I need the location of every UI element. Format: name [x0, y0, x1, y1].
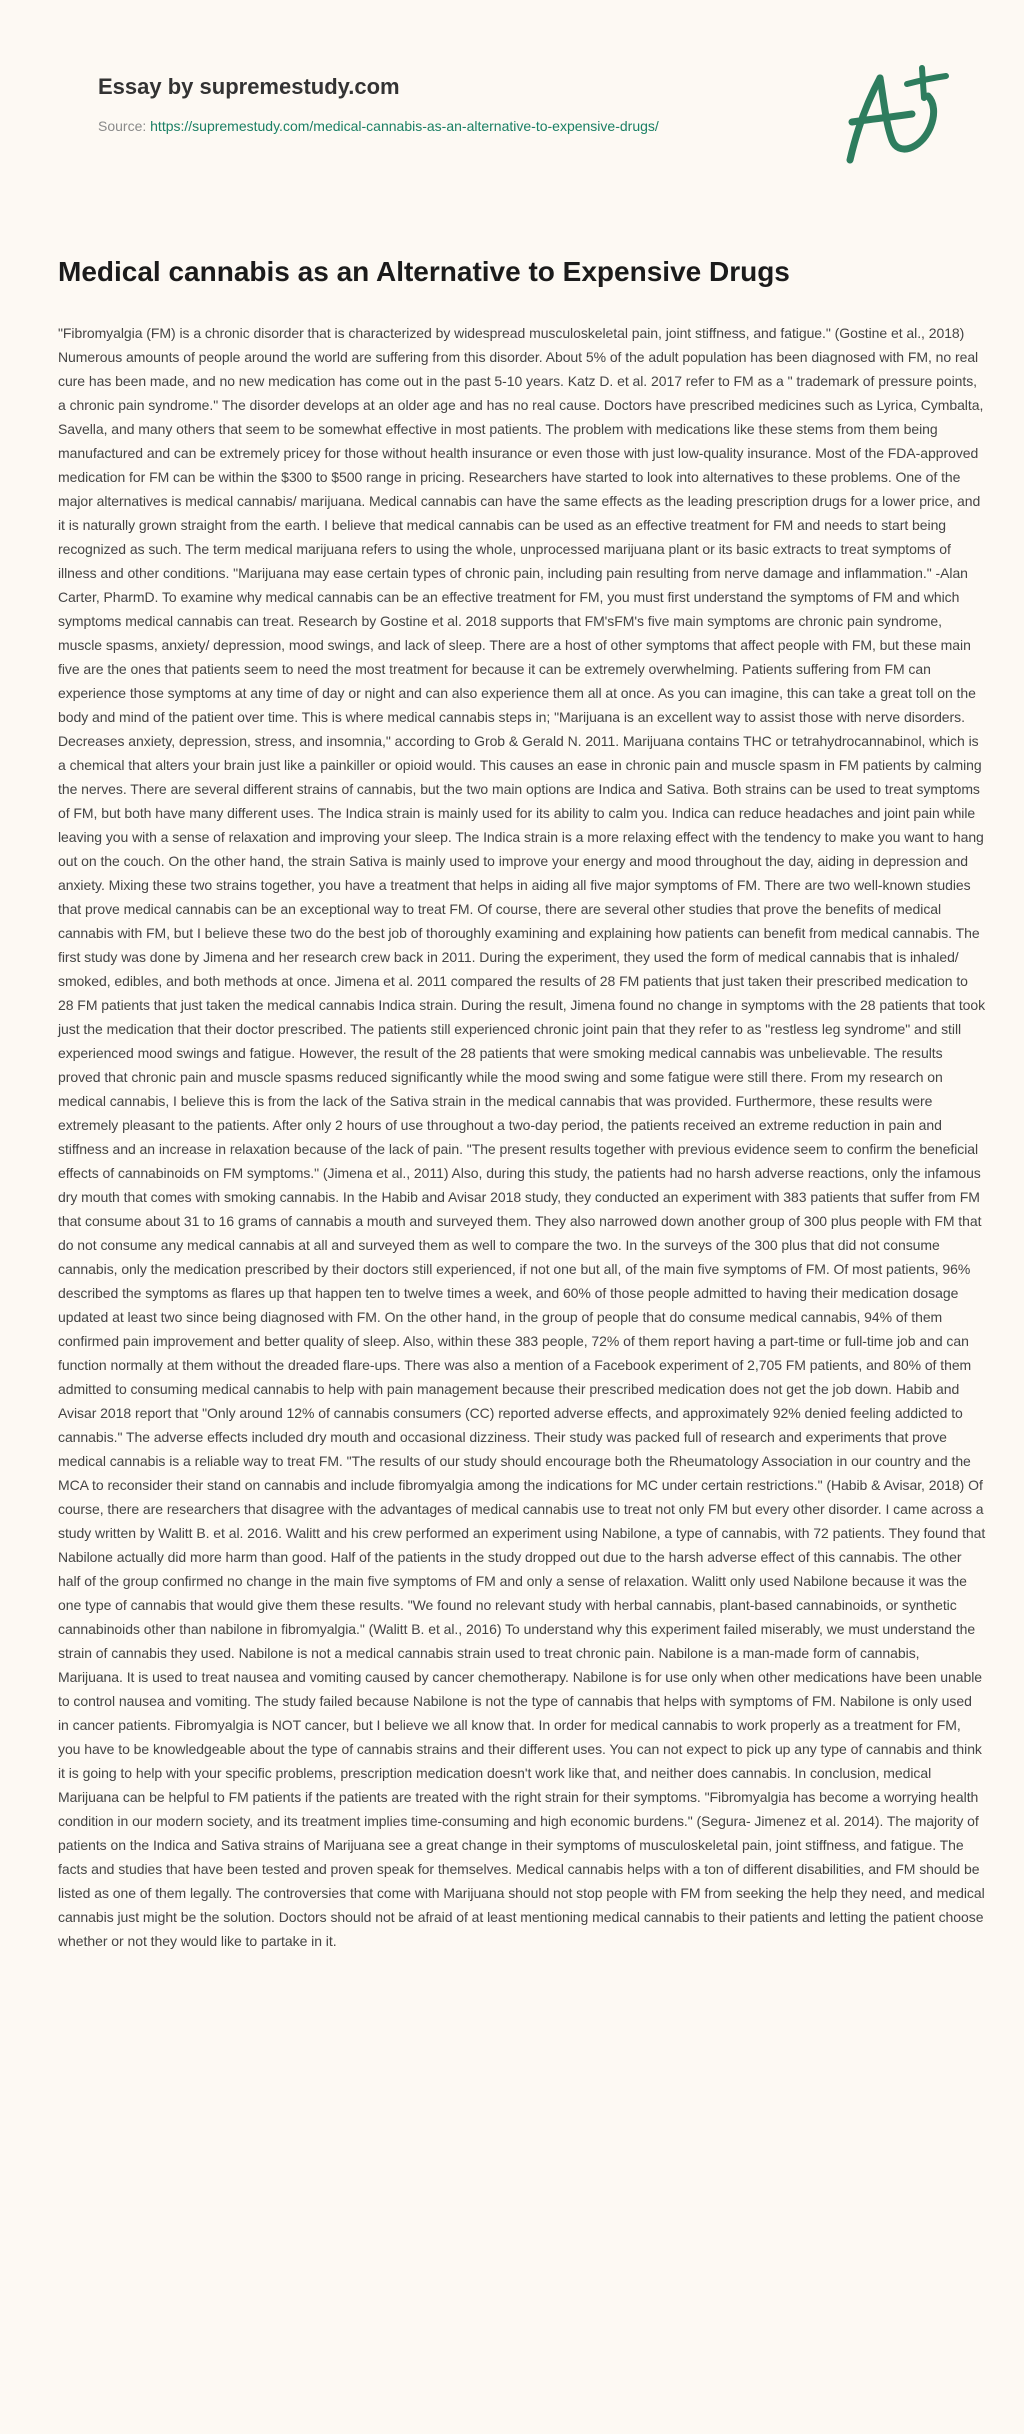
page-header [98, 72, 858, 136]
source-link[interactable]: https://supremestudy.com/medical-cannabis-as-an-alternative-to-expensive-drugs/ [150, 118, 659, 134]
a-plus-grade-icon [822, 62, 952, 174]
article-body [58, 321, 986, 1953]
article [58, 252, 988, 1953]
site-title: Essay by supremestudy.com [98, 74, 400, 99]
article-paragraph: "Fibromyalgia (FM) is a chronic disorder that is characterized by widespread musculoskeletal pain, joint stiffness, and fatigue." (Gostine et al., 2018) Numerous amounts of people around the world are suffering from this disorder. About 5% of the adult population has been diagnosed with FM, no real cure has been made, and no new medication has come out in the past 5-10 years. Katz D. et al. 2017 refer to FM as a " trademark of pressure points, a chronic pain syndrome." The disorder develops at an older age and has no real cause. Doctors have prescribed medicines such as Lyrica, Cymbalta, Savella, and many others that seem to be somewhat effective in most patients. The problem with medications like these stems from them being manufactured and can be extremely pricey for those without health insurance or even those with just low-quality insurance. Most of the FDA-approved medication for FM can be within the $300 to $500 range in pricing. Researchers have started to look into alternatives to these problems. One of the major alternatives is medical cannabis/ marijuana. Medical cannabis can have the same effects as the leading prescription drugs for a lower price, and it is naturally grown straight from the earth. I believe that medical cannabis can be used as an effective treatment for FM and needs to start being recognized as such. The term medical marijuana refers to using the whole, unprocessed marijuana plant or its basic extracts to treat symptoms of illness and other conditions. "Marijuana may ease certain types of chronic pain, including pain resulting from nerve damage and inflammation." -Alan Carter, PharmD. To examine why medical cannabis can be an effective treatment for FM, you must first understand the symptoms of FM and which symptoms medical cannabis can treat. Research by Gostine et al. 2018 supports that FM'sFM's five main symptoms are chronic pain syndrome, muscle spasms, anxiety/ depression, mood swings, and lack of sleep. There are a host of other symptoms that affect people with FM, but these main five are the ones that patients seem to need the most treatment for because it can be extremely overwhelming. Patients suffering from FM can experience those symptoms at any time of day or night and can also experience them all at once. As you can imagine, this can take a great toll on the body and mind of the patient over time. This is where medical cannabis steps in; "Marijuana is an excellent way to assist those with nerve disorders. Decreases anxiety, depression, stress, and insomnia," according to Grob & Gerald N. 2011. Marijuana contains THC or tetrahydrocannabinol, which is a chemical that alters your brain just like a painkiller or opioid would. This causes an ease in chronic pain and muscle spasm in FM patients by calming the nerves. There are several different strains of cannabis, but the two main options are Indica and Sativa. Both strains can be used to treat symptoms of FM, but both have many different uses. The Indica strain is mainly used for its ability to calm you. Indica can reduce headaches and joint pain while leaving you with a sense of relaxation and improving your sleep. The Indica strain is a more relaxing effect with the tendency to make you want to hang out on the couch. On the other hand, the strain Sativa is mainly used to improve your energy and mood throughout the day, aiding in depression and anxiety. Mixing these two strains together, you have a treatment that helps in aiding all five major symptoms of FM. There are two well-known studies that prove medical cannabis can be an exceptional way to treat FM. Of course, there are several other studies that prove the benefits of medical cannabis with FM, but I believe these two do the best job of thoroughly examining and explaining how patients can benefit from medical cannabis. The first study was done by Jimena and her research crew back in 2011. During the experiment, they used the form of medical cannabis that is inhaled/ smoked, edibles, and both methods at once. Jimena et al. 2011 compared the results of 28 FM patients that just taken their prescribed medication to 28 FM patients that just taken the medical cannabis Indica strain. During the result, Jimena found no change in symptoms with the 28 patients that took just the medication that their doctor prescribed. The patients still experienced chronic joint pain that they refer to as "restless leg syndrome" and still experienced mood swings and fatigue. However, the result of the 28 patients that were smoking medical cannabis was unbelievable. The results proved that chronic pain and muscle spasms reduced significantly while the mood swing and some fatigue were still there. From my research on medical cannabis, I believe this is from the lack of the Sativa strain in the medical cannabis that was provided. Furthermore, these results were extremely pleasant to the patients. After only 2 hours of use throughout a two-day period, the patients received an extreme reduction in pain and stiffness and an increase in relaxation because of the lack of pain. "The present results together with previous evidence seem to confirm the beneficial effects of cannabinoids on FM symptoms." (Jimena et al., 2011) Also, during this study, the patients had no harsh adverse reactions, only the infamous dry mouth that comes with smoking cannabis. In the Habib and Avisar 2018 study, they conducted an experiment with 383 patients that suffer from FM that consume about 31 to 16 grams of cannabis a mouth and surveyed them. They also narrowed down another group of 300 plus people with FM that do not consume any medical cannabis at all and surveyed them as well to compare the two. In the surveys of the 300 plus that did not consume cannabis, only the medication prescribed by their doctors still experienced, if not one but all, of the main five symptoms of FM. Of most patients, 96% described the symptoms as flares up that happen ten to twelve times a week, and 60% of those people admitted to having their medication dosage updated at least two since being diagnosed with FM. On the other hand, in the group of people that do consume medical cannabis, 94% of them confirmed pain improvement and better quality of sleep. Also, within these 383 people, 72% of them report having a part-time or full-time job and can function normally at them without the dreaded flare-ups. There was also a mention of a Facebook experiment of 2,705 FM patients, and 80% of them admitted to consuming medical cannabis to help with pain management because their prescribed medication does not get the job down. Habib and Avisar 2018 report that "Only around 12% of cannabis consumers (CC) reported adverse effects, and approximately 92% denied feeling addicted to cannabis." The adverse effects included dry mouth and occasional dizziness. Their study was packed full of research and experiments that prove medical cannabis is a reliable way to treat FM. "The results of our study should encourage both the Rheumatology Association in our country and the MCA to reconsider their stand on cannabis and include fibromyalgia among the indications for MC under certain restrictions." (Habib & Avisar, 2018) Of course, there are researchers that disagree with the advantages of medical cannabis use to treat not only FM but every other disorder. I came across a study written by Walitt B. et al. 2016. Walitt and his crew performed an experiment using Nabilone, a type of cannabis, with 72 patients. They found that Nabilone actually did more harm than good. Half of the patients in the study dropped out due to the harsh adverse effect of this cannabis. The other half of the group confirmed no change in the main five symptoms of FM and only a sense of relaxation. Walitt only used Nabilone because it was the one type of cannabis that would give them these results. "We found no relevant study with herbal cannabis, plant-based cannabinoids, or synthetic cannabinoids other than nabilone in fibromyalgia." (Walitt B. et al., 2016) To understand why this experiment failed miserably, we must understand the strain of cannabis they used. Nabilone is not a medical cannabis strain used to treat chronic pain. Nabilone is a man-made form of cannabis, Marijuana. It is used to treat nausea and vomiting caused by cancer chemotherapy. Nabilone is for use only when other medications have been unable to control nausea and vomiting. The study failed because Nabilone is not the type of cannabis that helps with symptoms of FM. Nabilone is only used in cancer patients. Fibromyalgia is NOT cancer, but I believe we all know that. In order for medical cannabis to work properly as a treatment for FM, you have to be knowledgeable about the type of cannabis strains and their different uses. You can not expect to pick up any type of cannabis and think it is going to help with your specific problems, prescription medication doesn't work like that, and neither does cannabis. In conclusion, medical Marijuana can be helpful to FM patients if the patients are treated with the right strain for their symptoms. "Fibromyalgia has become a worrying health condition in our modern society, and its treatment implies time-consuming and high economic burdens." (Segura- Jimenez et al. 2014). The majority of patients on the Indica and Sativa strains of Marijuana see a great change in their symptoms of musculoskeletal pain, joint stiffness, and fatigue. The facts and studies that have been tested and proven speak for themselves. Medical cannabis helps with a ton of different disabilities, and FM should be listed as one of them legally. The controversies that come with Marijuana should not stop people with FM from seeking the help they need, and medical cannabis just might be the solution. Doctors should not be afraid of at least mentioning medical cannabis to their patients and letting the patient choose whether or not they would like to partake in it. [58, 325, 986, 1949]
source-label: Source: [98, 118, 147, 134]
source-line [98, 116, 858, 136]
article-title: Medical cannabis as an Alternative to Expensive Drugs [58, 256, 790, 287]
